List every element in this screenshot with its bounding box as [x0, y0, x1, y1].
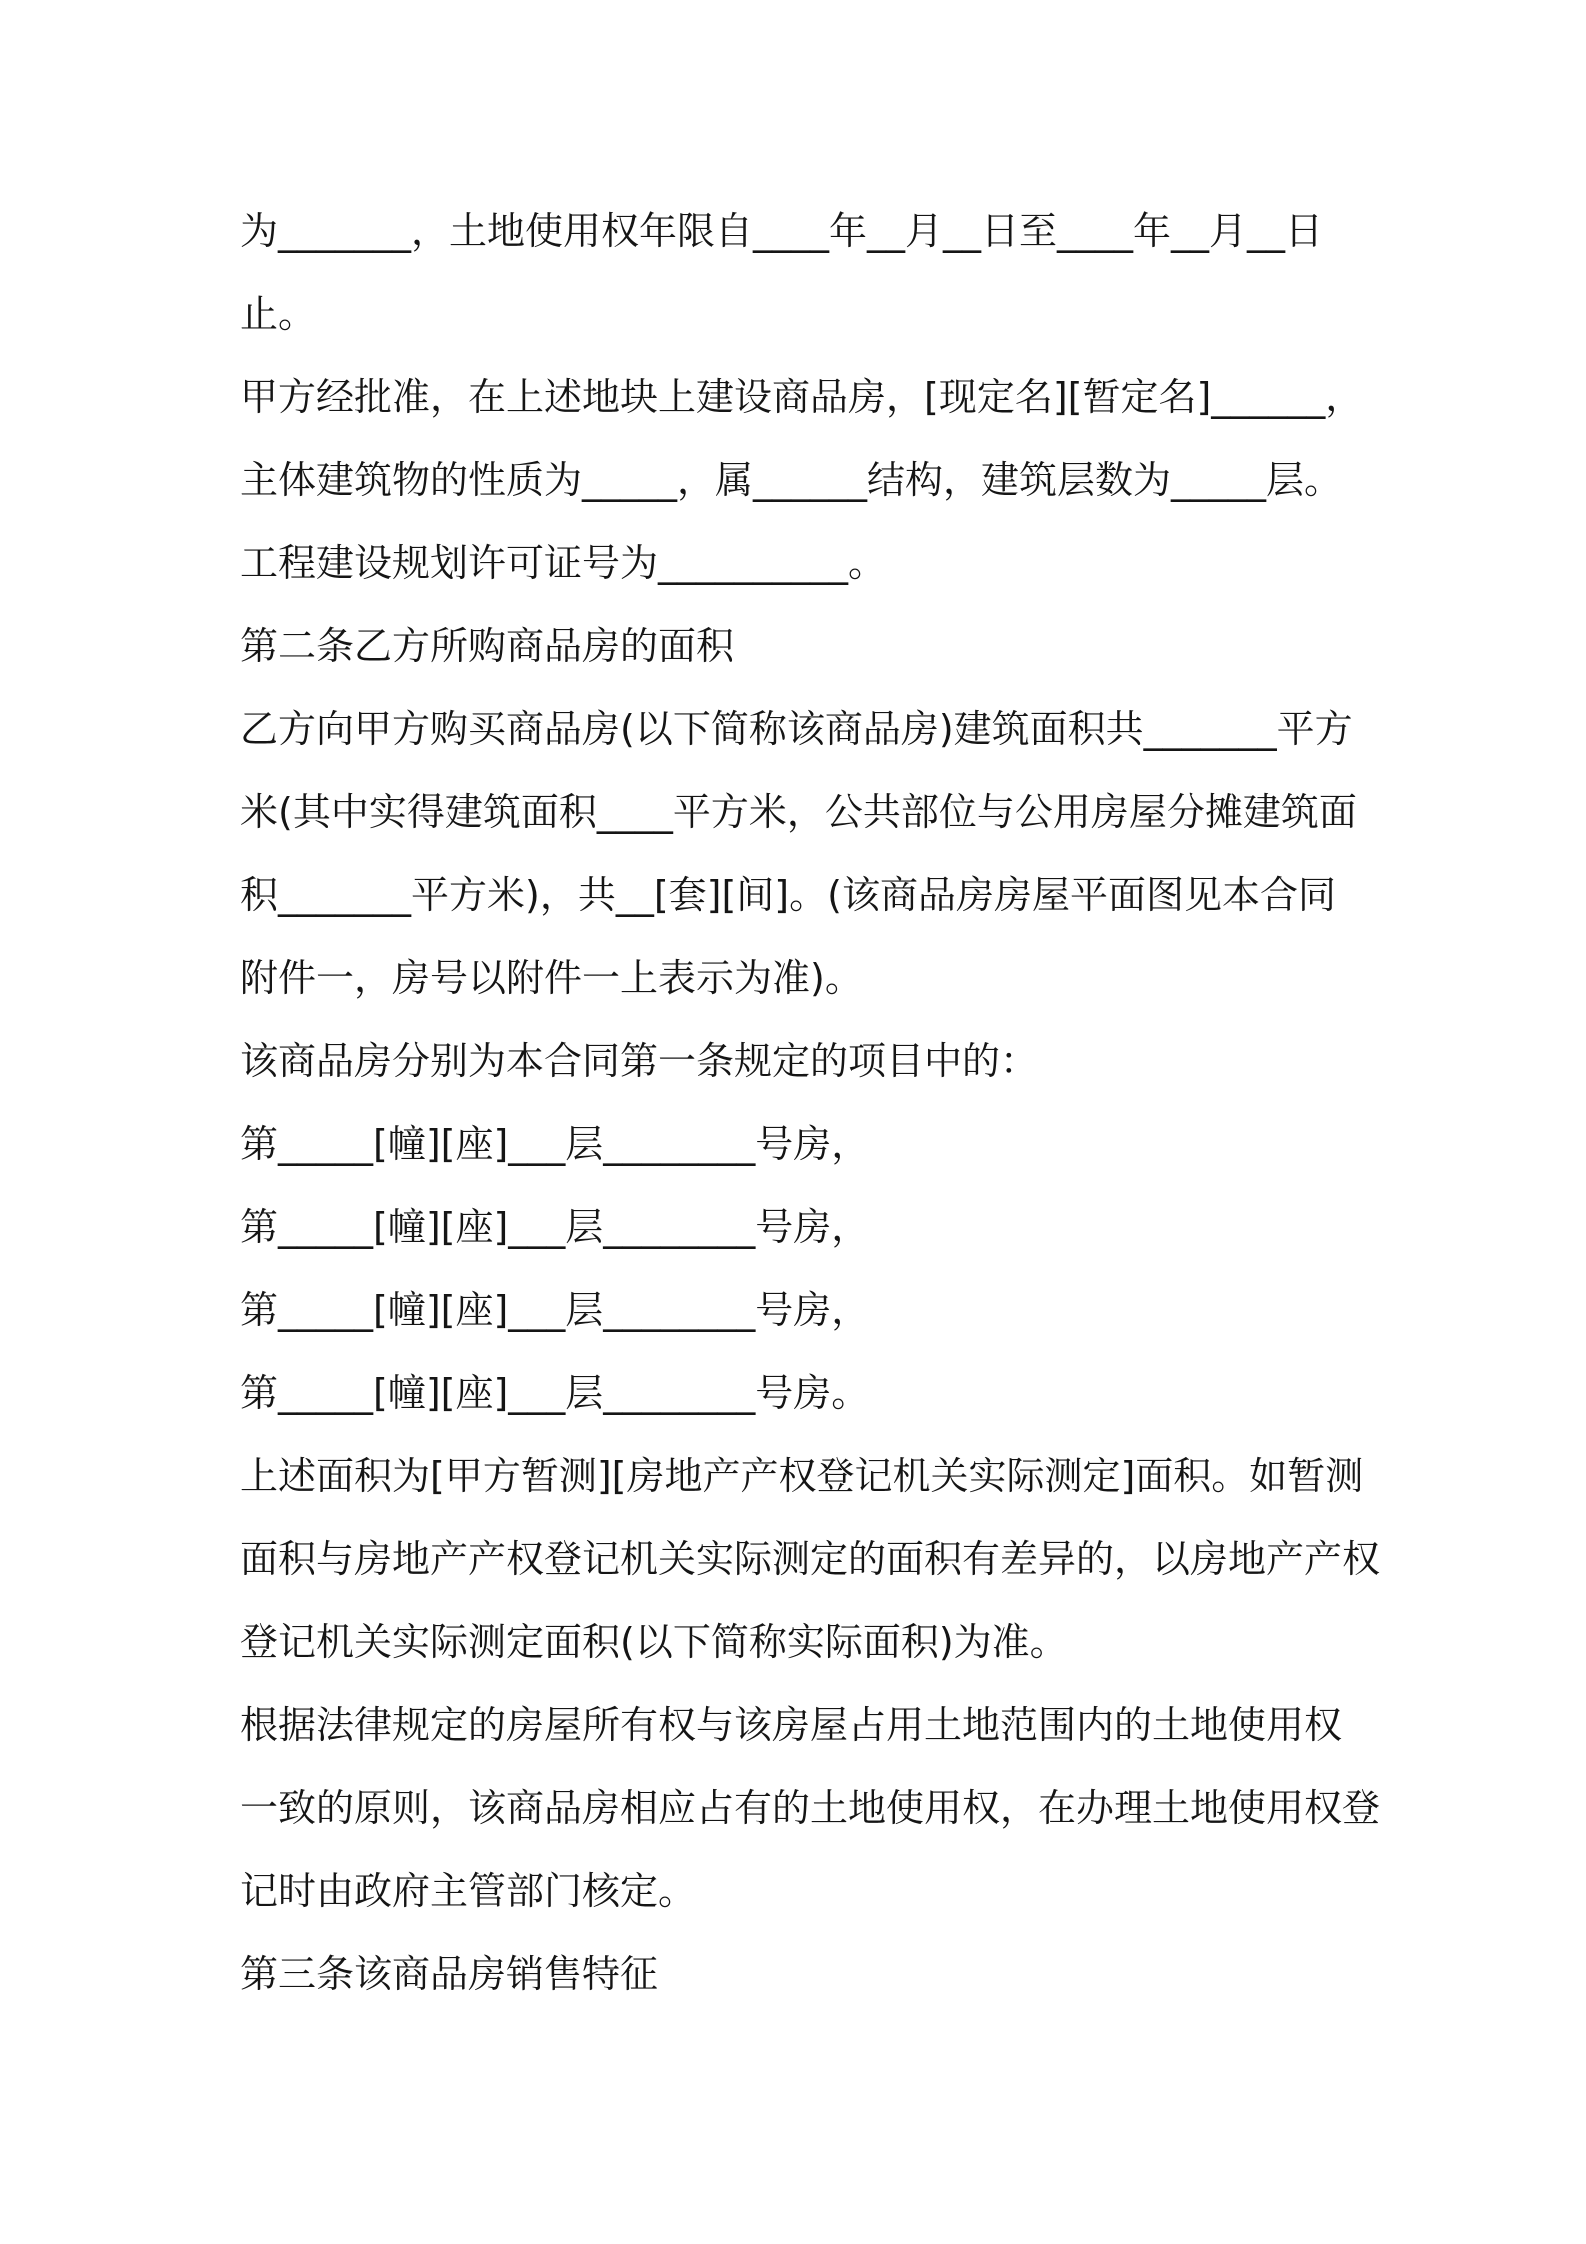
text-line-1: 为_______，土地使用权年限自____年__月__日至____年__月__日	[240, 209, 1324, 253]
text-line-5: 工程建设规划许可证号为__________。	[240, 541, 887, 585]
text-line-8: 米(其中实得建筑面积____平方米，公共部位与公用房屋分摊建筑面	[240, 790, 1357, 834]
text-line-20: 一致的原则，该商品房相应占有的土地使用权，在办理土地使用权登	[240, 1786, 1381, 1830]
text-line-9: 积_______平方米)，共__[套][间]。(该商品房房屋平面图见本合同	[240, 873, 1336, 917]
unit-line-1: 第_____[幢][座]___层________号房，	[240, 1122, 870, 1166]
text-line-10: 附件一，房号以附件一上表示为准)。	[240, 956, 863, 1000]
text-line-19: 根据法律规定的房屋所有权与该房屋占用土地范围内的土地使用权	[240, 1703, 1343, 1747]
text-line-11: 该商品房分别为本合同第一条规定的项目中的：	[240, 1039, 1039, 1083]
text-line-3: 甲方经批准，在上述地块上建设商品房，[现定名][暂定名]______，	[240, 375, 1364, 419]
text-line-18: 登记机关实际测定面积(以下简称实际面积)为准。	[240, 1620, 1068, 1664]
text-line-2: 止。	[240, 292, 317, 336]
section-heading-3: 第三条该商品房销售特征	[240, 1952, 659, 1996]
unit-line-2: 第_____[幢][座]___层________号房，	[240, 1205, 870, 1249]
text-line-21: 记时由政府主管部门核定。	[240, 1869, 697, 1913]
unit-line-3: 第_____[幢][座]___层________号房，	[240, 1288, 870, 1332]
text-line-4: 主体建筑物的性质为_____，属______结构，建筑层数为_____层。	[240, 458, 1343, 502]
text-line-17: 面积与房地产产权登记机关实际测定的面积有差异的，以房地产产权	[240, 1537, 1381, 1581]
text-line-16: 上述面积为[甲方暂测][房地产产权登记机关实际测定]面积。如暂测	[240, 1454, 1364, 1498]
section-heading-2: 第二条乙方所购商品房的面积	[240, 624, 735, 668]
unit-line-4: 第_____[幢][座]___层________号房。	[240, 1371, 870, 1415]
text-line-7: 乙方向甲方购买商品房(以下简称该商品房)建筑面积共_______平方	[240, 707, 1353, 751]
document-body	[240, 198, 1381, 2024]
